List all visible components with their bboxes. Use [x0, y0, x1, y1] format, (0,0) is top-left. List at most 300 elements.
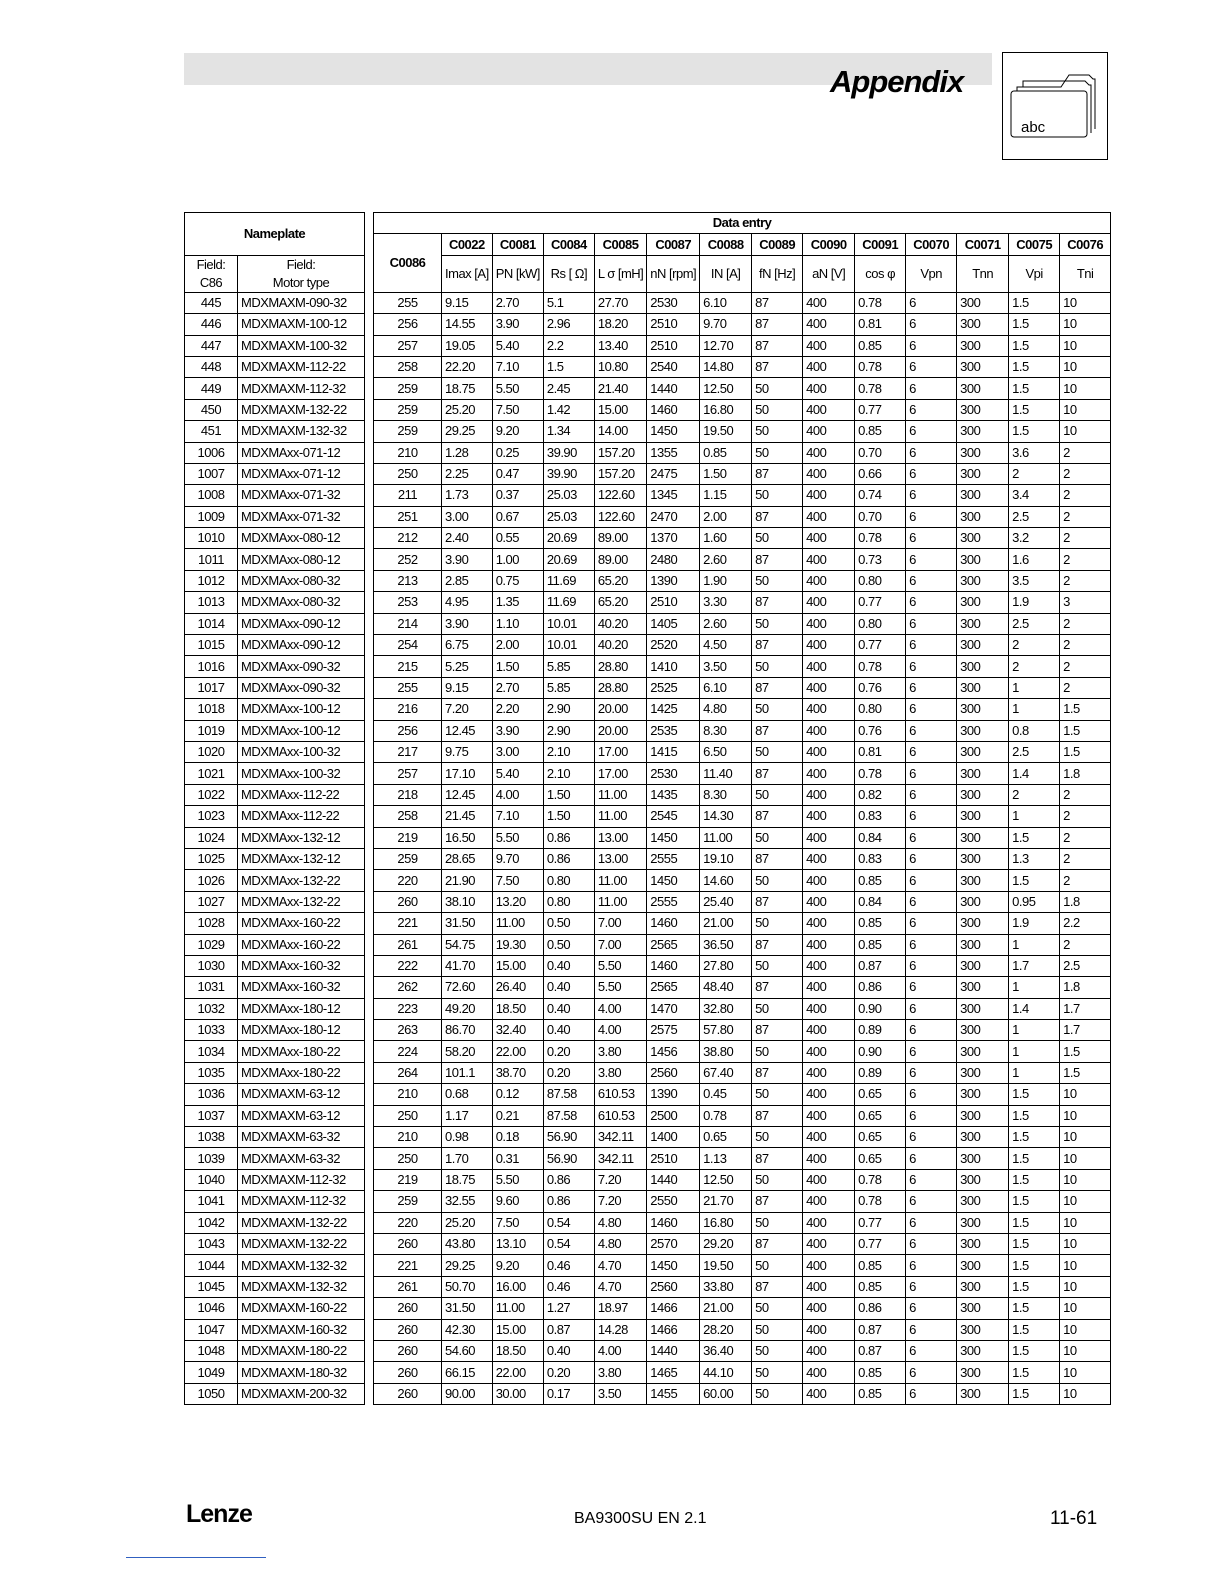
table-cell: 300	[957, 827, 1009, 848]
table-cell: 300	[957, 335, 1009, 356]
table-cell: 0.87	[855, 955, 906, 976]
code-header: C0088	[700, 234, 752, 255]
table-cell: 50	[752, 1383, 803, 1404]
table-cell: 256	[374, 314, 442, 335]
table-cell: 87	[752, 720, 803, 741]
table-cell: 251	[374, 506, 442, 527]
table-cell: 6	[906, 506, 957, 527]
table-cell: 6	[906, 1255, 957, 1276]
table-cell: 259	[374, 1191, 442, 1212]
table-cell: 300	[957, 806, 1009, 827]
page-title: Appendix	[830, 64, 964, 99]
table-cell: 400	[803, 399, 855, 420]
table-cell: 1024	[185, 827, 238, 848]
table-cell: 1	[1009, 677, 1060, 698]
table-cell: 89.00	[594, 528, 646, 549]
table-cell: 6	[906, 1020, 957, 1041]
table-cell: 10	[1060, 314, 1111, 335]
table-cell: 0.86	[855, 1298, 906, 1319]
table-cell: 14.60	[700, 870, 752, 891]
table-cell: 10	[1060, 1362, 1111, 1383]
table-row	[185, 977, 1111, 998]
table-cell: MDXMAxx-132-12	[238, 827, 365, 848]
table-cell: 0.80	[855, 613, 906, 634]
table-cell: 2	[1009, 656, 1060, 677]
table-cell: 6	[906, 1233, 957, 1254]
table-cell: 1.5	[1009, 1169, 1060, 1190]
table-cell: 3.90	[492, 720, 543, 741]
table-row	[185, 806, 1111, 827]
table-cell: 13.40	[594, 335, 646, 356]
table-cell: 7.10	[492, 806, 543, 827]
table-cell: 250	[374, 1148, 442, 1169]
table-cell: MDXMAxx-100-12	[238, 699, 365, 720]
table-cell: 400	[803, 741, 855, 762]
table-cell: 49.20	[442, 998, 493, 1019]
table-cell: 300	[957, 1127, 1009, 1148]
table-cell: 2560	[647, 1062, 700, 1083]
table-cell: 4.50	[700, 635, 752, 656]
table-cell: 1.34	[543, 421, 594, 442]
table-cell: 2475	[647, 463, 700, 484]
table-row	[185, 1127, 1111, 1148]
table-cell: 33.80	[700, 1276, 752, 1297]
table-cell: 1049	[185, 1362, 238, 1383]
table-cell: 5.50	[594, 977, 646, 998]
table-cell: MDXMAXM-132-32	[238, 421, 365, 442]
table-cell: 12.50	[700, 1169, 752, 1190]
table-cell: 2510	[647, 335, 700, 356]
table-cell: 1031	[185, 977, 238, 998]
table-cell: 400	[803, 1148, 855, 1169]
table-cell: 400	[803, 356, 855, 377]
table-cell: 1	[1009, 1062, 1060, 1083]
table-cell: 1.5	[1009, 827, 1060, 848]
table-cell: 1405	[647, 613, 700, 634]
table-cell: 5.25	[442, 656, 493, 677]
table-cell: 0.73	[855, 549, 906, 570]
table-cell: 10	[1060, 1383, 1111, 1404]
table-cell: 342.11	[594, 1148, 646, 1169]
table-cell: 300	[957, 635, 1009, 656]
table-cell: MDXMAXM-112-32	[238, 1169, 365, 1190]
table-cell: 0.77	[855, 1233, 906, 1254]
table-cell: 0.77	[855, 592, 906, 613]
table-cell: 1.10	[492, 613, 543, 634]
table-cell: 0.85	[855, 934, 906, 955]
table-row	[185, 613, 1111, 634]
unit-header: nN [rpm]	[647, 255, 700, 292]
table-cell: 220	[374, 1212, 442, 1233]
table-cell: MDXMAxx-132-22	[238, 891, 365, 912]
table-cell: 30.00	[492, 1383, 543, 1404]
table-cell: 4.95	[442, 592, 493, 613]
table-cell: 6	[906, 656, 957, 677]
table-cell: 218	[374, 784, 442, 805]
table-cell: 1026	[185, 870, 238, 891]
table-cell: 1.5	[1009, 1362, 1060, 1383]
table-cell: 6	[906, 421, 957, 442]
table-cell: 6	[906, 335, 957, 356]
table-cell: 260	[374, 1340, 442, 1361]
table-cell: 0.65	[855, 1084, 906, 1105]
table-cell: 50	[752, 378, 803, 399]
table-cell: 32.40	[492, 1020, 543, 1041]
table-cell: 1415	[647, 741, 700, 762]
table-cell: 56.90	[543, 1127, 594, 1148]
table-cell: MDXMAxx-160-32	[238, 955, 365, 976]
table-cell: 4.70	[594, 1276, 646, 1297]
table-cell: 6	[906, 699, 957, 720]
table-cell: 2	[1060, 848, 1111, 869]
table-cell: 28.80	[594, 677, 646, 698]
table-cell: 17.10	[442, 763, 493, 784]
table-cell: 4.80	[700, 699, 752, 720]
table-cell: 6	[906, 613, 957, 634]
table-row	[185, 784, 1111, 805]
table-cell: 1014	[185, 613, 238, 634]
table-cell: 1015	[185, 635, 238, 656]
table-cell: 0.85	[855, 1383, 906, 1404]
table-cell: 400	[803, 1362, 855, 1383]
table-cell: 1.5	[1009, 399, 1060, 420]
table-cell: 3.00	[442, 506, 493, 527]
table-cell: 50	[752, 399, 803, 420]
table-cell: 300	[957, 399, 1009, 420]
table-cell: 2	[1060, 463, 1111, 484]
table-cell: 2	[1060, 635, 1111, 656]
table-cell: 300	[957, 977, 1009, 998]
table-cell: 1.00	[492, 549, 543, 570]
table-row	[185, 421, 1111, 442]
table-cell: 50	[752, 1169, 803, 1190]
table-cell: 87	[752, 1276, 803, 1297]
table-cell: 50	[752, 913, 803, 934]
table-cell: 1345	[647, 485, 700, 506]
section-tab	[1002, 52, 1108, 160]
table-cell: 1440	[647, 1169, 700, 1190]
table-row	[185, 677, 1111, 698]
table-cell: 259	[374, 848, 442, 869]
table-cell: 0.87	[543, 1319, 594, 1340]
table-cell: 6	[906, 314, 957, 335]
table-cell: 1455	[647, 1383, 700, 1404]
unit-header: IN [A]	[700, 255, 752, 292]
table-cell: 0.78	[855, 378, 906, 399]
table-cell: 87	[752, 806, 803, 827]
table-cell: 6	[906, 1041, 957, 1062]
table-cell: 252	[374, 549, 442, 570]
table-cell: 7.10	[492, 356, 543, 377]
table-cell: 1.5	[1060, 699, 1111, 720]
field-code-header: Field: C86	[185, 255, 238, 292]
table-cell: 300	[957, 314, 1009, 335]
table-cell: 2.40	[442, 528, 493, 549]
table-cell: 400	[803, 549, 855, 570]
table-cell: 14.55	[442, 314, 493, 335]
table-row	[185, 1169, 1111, 1190]
table-cell: MDXMAxx-180-22	[238, 1062, 365, 1083]
table-cell: 1	[1009, 1041, 1060, 1062]
table-cell: 90.00	[442, 1383, 493, 1404]
field-type-header: Field: Motor type	[238, 255, 365, 292]
table-cell: 300	[957, 356, 1009, 377]
code-header: C0091	[855, 234, 906, 255]
table-cell: 8.30	[700, 720, 752, 741]
table-cell: 2	[1060, 528, 1111, 549]
table-cell: 300	[957, 848, 1009, 869]
table-cell: 2.90	[543, 720, 594, 741]
table-cell: 38.70	[492, 1062, 543, 1083]
table-cell: 31.50	[442, 913, 493, 934]
table-cell: 1.5	[1009, 1276, 1060, 1297]
table-cell: 1.27	[543, 1298, 594, 1319]
table-cell: 3.00	[492, 741, 543, 762]
table-cell: 1460	[647, 1212, 700, 1233]
table-cell: 58.20	[442, 1041, 493, 1062]
table-cell: 10	[1060, 421, 1111, 442]
table-cell: 0.78	[855, 292, 906, 313]
table-cell: 2.90	[543, 699, 594, 720]
table-cell: 22.00	[492, 1362, 543, 1383]
table-cell: 1.50	[492, 656, 543, 677]
table-cell: 4.00	[492, 784, 543, 805]
table-cell: 6	[906, 549, 957, 570]
table-cell: 11.00	[594, 806, 646, 827]
table-cell: 2	[1009, 463, 1060, 484]
table-cell: 0.40	[543, 1340, 594, 1361]
table-cell: 400	[803, 1020, 855, 1041]
table-cell: 25.20	[442, 399, 493, 420]
table-cell: 16.80	[700, 399, 752, 420]
table-cell: MDXMAXM-160-32	[238, 1319, 365, 1340]
table-cell: 260	[374, 1383, 442, 1404]
code-header: C0076	[1060, 234, 1111, 255]
table-cell: 2	[1009, 784, 1060, 805]
table-row	[185, 1233, 1111, 1254]
table-cell: 19.10	[700, 848, 752, 869]
table-cell: 87	[752, 1191, 803, 1212]
table-cell: 0.46	[543, 1255, 594, 1276]
table-cell: 27.80	[700, 955, 752, 976]
table-row	[185, 528, 1111, 549]
table-cell: 0.78	[855, 656, 906, 677]
table-cell: MDXMAxx-071-32	[238, 485, 365, 506]
table-cell: 11.00	[594, 784, 646, 805]
table-cell: 0.84	[855, 827, 906, 848]
table-cell: 0.90	[855, 998, 906, 1019]
table-cell: 1450	[647, 827, 700, 848]
table-cell: 4.00	[594, 1020, 646, 1041]
table-cell: 1	[1009, 1020, 1060, 1041]
table-cell: 3.4	[1009, 485, 1060, 506]
table-cell: 10	[1060, 292, 1111, 313]
table-row	[185, 356, 1111, 377]
table-cell: 5.40	[492, 763, 543, 784]
table-cell: 0.80	[855, 570, 906, 591]
table-cell: 87	[752, 635, 803, 656]
table-cell: 20.69	[543, 528, 594, 549]
table-cell: 1.8	[1060, 977, 1111, 998]
table-cell: 300	[957, 1020, 1009, 1041]
table-row	[185, 870, 1111, 891]
table-cell: 6	[906, 1169, 957, 1190]
table-cell: 6	[906, 827, 957, 848]
table-cell: MDXMAXM-180-22	[238, 1340, 365, 1361]
table-cell: 2.70	[492, 677, 543, 698]
table-cell: 0.90	[855, 1041, 906, 1062]
table-cell: 211	[374, 485, 442, 506]
table-cell: 6	[906, 356, 957, 377]
unit-header: PN [kW]	[492, 255, 543, 292]
table-cell: 0.86	[855, 977, 906, 998]
table-cell: 0.98	[442, 1127, 493, 1148]
table-cell: 259	[374, 399, 442, 420]
table-cell: 11.00	[700, 827, 752, 848]
table-cell: 2510	[647, 592, 700, 613]
table-cell: MDXMAxx-112-22	[238, 784, 365, 805]
table-cell: 87	[752, 763, 803, 784]
table-cell: 28.20	[700, 1319, 752, 1340]
table-cell: MDXMAXM-112-32	[238, 378, 365, 399]
table-cell: 1.5	[1009, 335, 1060, 356]
table-cell: 0.75	[492, 570, 543, 591]
table-cell: 87	[752, 292, 803, 313]
table-cell: 6	[906, 998, 957, 1019]
table-cell: 400	[803, 1233, 855, 1254]
table-cell: 101.1	[442, 1062, 493, 1083]
table-cell: 1006	[185, 442, 238, 463]
table-cell: 66.15	[442, 1362, 493, 1383]
table-cell: 6.50	[700, 741, 752, 762]
table-row	[185, 741, 1111, 762]
table-row	[185, 1148, 1111, 1169]
table-cell: 39.90	[543, 442, 594, 463]
table-cell: 1.15	[700, 485, 752, 506]
table-cell: 50	[752, 570, 803, 591]
table-cell: 6	[906, 955, 957, 976]
table-cell: 21.70	[700, 1191, 752, 1212]
table-cell: MDXMAxx-071-12	[238, 442, 365, 463]
table-cell: 1046	[185, 1298, 238, 1319]
table-cell: 50	[752, 955, 803, 976]
table-cell: 0.85	[855, 1362, 906, 1383]
table-cell: 300	[957, 570, 1009, 591]
table-cell: 1029	[185, 934, 238, 955]
table-cell: 0.50	[543, 934, 594, 955]
table-cell: 300	[957, 1298, 1009, 1319]
table-cell: 300	[957, 1319, 1009, 1340]
code-header: C0089	[752, 234, 803, 255]
table-cell: 250	[374, 1105, 442, 1126]
table-cell: 2550	[647, 1191, 700, 1212]
table-cell: MDXMAXM-63-12	[238, 1084, 365, 1105]
table-cell: MDXMAxx-090-12	[238, 613, 365, 634]
table-cell: 1023	[185, 806, 238, 827]
table-cell: 0.89	[855, 1020, 906, 1041]
table-cell: 1008	[185, 485, 238, 506]
table-cell: 1.8	[1060, 763, 1111, 784]
table-cell: 300	[957, 1062, 1009, 1083]
table-cell: 1045	[185, 1276, 238, 1297]
table-cell: 9.75	[442, 741, 493, 762]
table-cell: 300	[957, 763, 1009, 784]
table-cell: 1.4	[1009, 763, 1060, 784]
table-cell: 38.80	[700, 1041, 752, 1062]
table-cell: 48.40	[700, 977, 752, 998]
table-cell: 122.60	[594, 506, 646, 527]
table-cell: 1450	[647, 421, 700, 442]
table-cell: 38.10	[442, 891, 493, 912]
table-cell: 50	[752, 613, 803, 634]
table-cell: 1.5	[1009, 1212, 1060, 1233]
table-cell: 1460	[647, 399, 700, 420]
table-cell: 1033	[185, 1020, 238, 1041]
table-cell: 1027	[185, 891, 238, 912]
table-cell: 2.45	[543, 378, 594, 399]
table-cell: 221	[374, 913, 442, 934]
table-cell: 1.5	[543, 356, 594, 377]
table-cell: 9.70	[700, 314, 752, 335]
table-cell: 0.78	[855, 356, 906, 377]
table-cell: 257	[374, 335, 442, 356]
table-cell: 22.20	[442, 356, 493, 377]
table-cell: 18.75	[442, 1169, 493, 1190]
table-cell: 223	[374, 998, 442, 1019]
table-cell: 2.10	[543, 741, 594, 762]
table-cell: 0.31	[492, 1148, 543, 1169]
table-cell: 2540	[647, 356, 700, 377]
table-cell: 1.42	[543, 399, 594, 420]
table-cell: 400	[803, 677, 855, 698]
table-cell: 6.10	[700, 292, 752, 313]
table-cell: 300	[957, 720, 1009, 741]
table-cell: 12.70	[700, 335, 752, 356]
table-cell: 2.5	[1009, 741, 1060, 762]
table-cell: 300	[957, 463, 1009, 484]
table-cell: 260	[374, 1362, 442, 1383]
table-cell: 0.86	[543, 1191, 594, 1212]
table-cell: 342.11	[594, 1127, 646, 1148]
table-cell: 262	[374, 977, 442, 998]
table-cell: 0.12	[492, 1084, 543, 1105]
code-header: C0087	[647, 234, 700, 255]
table-cell: 300	[957, 1340, 1009, 1361]
table-row	[185, 442, 1111, 463]
table-row	[185, 1191, 1111, 1212]
table-cell: 50	[752, 1212, 803, 1233]
table-cell: 0.81	[855, 741, 906, 762]
table-cell: 50	[752, 656, 803, 677]
table-cell: 2555	[647, 848, 700, 869]
table-cell: 4.00	[594, 1340, 646, 1361]
table-cell: 18.97	[594, 1298, 646, 1319]
table-cell: 400	[803, 592, 855, 613]
table-cell: 9.15	[442, 677, 493, 698]
table-cell: MDXMAxx-080-32	[238, 592, 365, 613]
table-cell: 2.5	[1060, 955, 1111, 976]
table-cell: 28.65	[442, 848, 493, 869]
code-header: C0071	[957, 234, 1009, 255]
table-cell: 2570	[647, 1233, 700, 1254]
table-cell: 256	[374, 720, 442, 741]
table-cell: 0.47	[492, 463, 543, 484]
table-cell: 400	[803, 891, 855, 912]
table-cell: 0.37	[492, 485, 543, 506]
table-cell: 400	[803, 378, 855, 399]
table-cell: 87	[752, 506, 803, 527]
table-cell: 1.6	[1009, 549, 1060, 570]
